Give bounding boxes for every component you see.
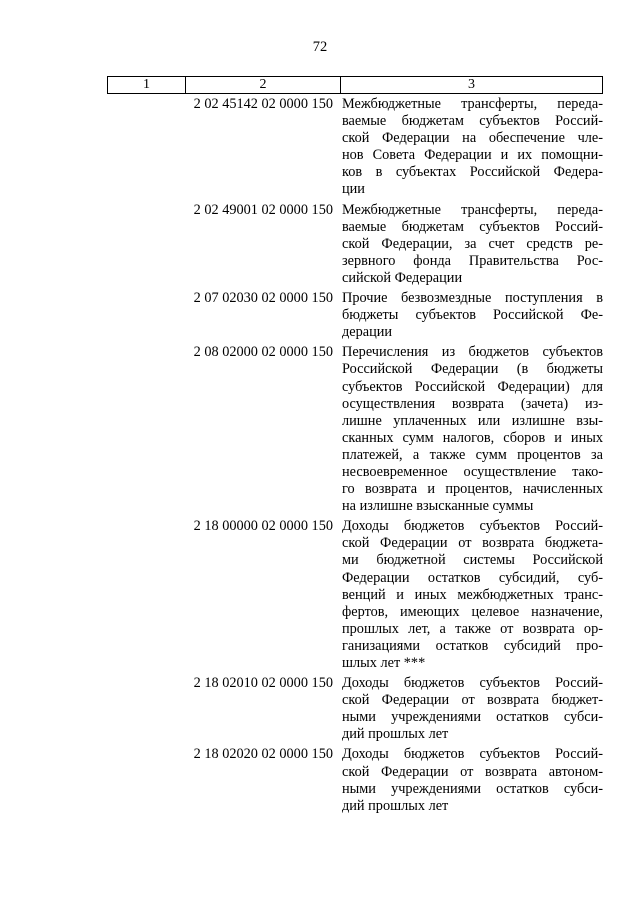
description: [342, 202, 603, 287]
table-row: [107, 290, 603, 341]
description-line: венций и иных межбюджетных транс-: [342, 586, 603, 603]
header-col-3: 3: [340, 77, 602, 93]
description-line: го возврата и процентов, начисленных: [342, 481, 603, 498]
empty-cell: [107, 746, 184, 814]
description-line: Российской Федерации (в бюджеты: [342, 361, 603, 378]
header-col-2: 2: [185, 77, 340, 93]
description-line: осуществления возврата (зачета) из-: [342, 395, 603, 412]
description-line: шлых лет ***: [342, 655, 426, 671]
budget-code: 2 18 02010 02 0000 150: [193, 675, 333, 692]
empty-cell: [107, 96, 184, 199]
description-line: платежей, а также сумм процентов за: [342, 446, 603, 463]
header-col-1: 1: [143, 77, 150, 92]
table-row: [107, 96, 603, 199]
description-line: Прочие безвозмездные поступления в: [342, 290, 603, 307]
description-line: бюджеты субъектов Российской Фе-: [342, 307, 603, 324]
description-line: субъектов Российской Федерации) для: [342, 378, 603, 395]
description-line: ской Федерации от возврата автоном-: [342, 763, 603, 780]
description-line: Доходы бюджетов субъектов Россий-: [342, 746, 603, 763]
description-line: Федерации остатков субсидий, суб-: [342, 569, 603, 586]
table-row: [107, 202, 603, 287]
description: [342, 518, 603, 672]
description-line: зервного фонда Правительства Рос-: [342, 252, 603, 269]
budget-code: 2 18 02020 02 0000 150: [193, 746, 333, 763]
budget-code: 2 08 02000 02 0000 150: [193, 344, 333, 361]
description: [342, 746, 603, 814]
description: [342, 344, 603, 515]
description-line: фертов, имеющих целевое назначение,: [342, 603, 603, 620]
budget-code: 2 18 00000 02 0000 150: [193, 518, 333, 535]
description-line: Перечисления из бюджетов субъектов: [342, 344, 603, 361]
empty-cell: [107, 202, 184, 287]
description-line: нов Совета Федерации и их помощни-: [342, 147, 603, 164]
description-line: лишне уплаченных или излишне взы-: [342, 412, 603, 429]
description-line: ганизациями остатков субсидий про-: [342, 637, 603, 654]
budget-code: 2 07 02030 02 0000 150: [193, 290, 333, 307]
description-line: дий прошлых лет: [342, 797, 449, 814]
description-line: ции: [342, 181, 365, 198]
description: [342, 96, 603, 199]
description: [342, 675, 603, 743]
description-line: ваемые бюджетам субъектов Россий-: [342, 218, 603, 235]
description-line: сканных сумм налогов, сборов и иных: [342, 429, 603, 446]
description-line: ми бюджетной системы Российской: [342, 552, 603, 569]
description-line: дерации: [342, 324, 393, 341]
budget-code: 2 02 45142 02 0000 150: [193, 96, 333, 112]
description-line: Межбюджетные трансферты, переда-: [342, 201, 603, 218]
description-line: ков в субъектах Российской Федера-: [342, 164, 603, 181]
empty-cell: [107, 344, 184, 515]
description-line: несвоевременное осуществление тако-: [342, 463, 603, 480]
description-line: Межбюджетные трансферты, переда-: [342, 96, 603, 112]
empty-cell: [107, 290, 184, 341]
table-header: [107, 76, 603, 94]
table-row: [107, 344, 603, 515]
description-line: ваемые бюджетам субъектов Россий-: [342, 113, 603, 130]
page-number: 72: [312, 39, 328, 55]
table-row: [107, 746, 603, 814]
description-line: ными учреждениями остатков субси-: [342, 780, 603, 797]
description-line: Доходы бюджетов субъектов Россий-: [342, 675, 603, 692]
empty-cell: [107, 675, 184, 743]
budget-code: 2 02 49001 02 0000 150: [193, 201, 333, 218]
description-line: ской Федерации на обеспечение чле-: [342, 130, 603, 147]
description: [342, 290, 603, 341]
table-body: [107, 96, 603, 818]
description-line: прошлых лет, а также от возврата ор-: [342, 620, 603, 637]
table-row: [107, 675, 603, 743]
description-line: на излишне взысканные суммы: [342, 498, 534, 515]
empty-cell: [107, 518, 184, 672]
description-line: сийской Федерации: [342, 269, 463, 286]
table-row: [107, 518, 603, 672]
description-line: дий прошлых лет: [342, 726, 449, 743]
description-line: ской Федерации, за счет средств ре-: [342, 235, 603, 252]
description-line: ными учреждениями остатков субси-: [342, 709, 603, 726]
description-line: ской Федерации от возврата бюджета-: [342, 535, 603, 552]
description-line: ской Федерации от возврата бюджет-: [342, 692, 603, 709]
description-line: Доходы бюджетов субъектов Россий-: [342, 518, 603, 535]
